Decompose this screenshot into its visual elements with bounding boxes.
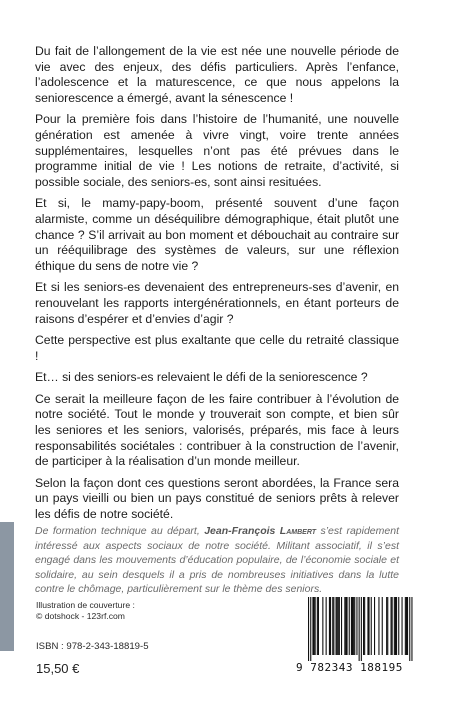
barcode-bar — [405, 597, 406, 655]
barcode-bar — [351, 597, 352, 655]
barcode-bar — [371, 597, 372, 655]
barcode-bar — [310, 597, 311, 661]
barcode-bar — [353, 597, 354, 655]
price-label: 15,50 € — [36, 661, 80, 676]
synopsis-text — [35, 44, 399, 529]
barcode-bar — [364, 597, 365, 655]
barcode-bar — [330, 597, 331, 655]
barcode-bar — [329, 597, 330, 655]
synopsis-paragraph-1: Du fait de l’allongement de la vie est née une nouvelle période de vie avec des enjeux, des défis particuliers. Après l’enfance, l’adolescence et la maturescence, ce que nous appelons la seniorescence a émergé, avant la sénescence ! — [35, 44, 399, 105]
barcode-bar — [338, 597, 339, 655]
barcode-bar — [336, 597, 337, 655]
author-name — [204, 525, 316, 537]
barcode-bar — [344, 597, 345, 655]
barcode-bar — [374, 597, 375, 655]
author-last-name: Lambert — [279, 525, 317, 537]
isbn-number: ISBN : 978-2-343-18819-5 — [36, 641, 149, 652]
barcode-bar — [367, 597, 368, 655]
barcode-bar — [337, 597, 338, 655]
barcode-bar — [354, 597, 355, 655]
barcode-bar — [332, 597, 333, 655]
decorative-side-bar — [0, 522, 14, 651]
barcode-bar — [361, 597, 362, 661]
synopsis-paragraph-8: Selon la façon dont ces questions seront abordées, la France sera un pays vieilli ou bien un pays constitué de seniors prêts à relever les défis de notre société. — [35, 475, 399, 522]
barcode-bars — [296, 595, 418, 661]
barcode-bar — [352, 597, 353, 655]
barcode-bar — [396, 597, 397, 655]
barcode-bar — [395, 597, 396, 655]
barcode-bar — [333, 597, 334, 655]
barcode — [296, 595, 418, 679]
barcode-bar — [411, 597, 412, 661]
barcode-bar — [312, 597, 313, 655]
barcode-bar — [315, 597, 316, 655]
barcode-bar — [347, 597, 348, 655]
barcode-bar — [314, 597, 315, 655]
barcode-bar — [398, 597, 399, 655]
barcode-bar — [326, 597, 327, 655]
barcode-bar — [394, 597, 395, 655]
barcode-bar — [392, 597, 393, 655]
synopsis-paragraph-6: Et… si des seniors-es relevaient le défi de la seniorescence ? — [35, 370, 368, 385]
barcode-bar — [391, 597, 392, 655]
barcode-bar — [308, 597, 309, 661]
synopsis-paragraph-4: Et si les seniors-es devenaient des entrepreneurs-ses d’avenir, en renouvelant les rapports intergénérationnels, en étant porteurs de raisons d’espérer et d’envies d’agir ? — [35, 280, 399, 326]
barcode-bar — [349, 597, 350, 655]
synopsis-paragraph-7: Ce serait la meilleure façon de les faire contribuer à l’évolution de notre société. Tout le monde y trouverait son compte, et bien sûr les seniores et les seniors, valorisés, préparés, mis face à leurs responsabilités sociétales : contribuer à la construction de l’avenir, de participer à la réalisation d’un monde meilleur. — [35, 391, 399, 469]
barcode-bar — [402, 597, 403, 655]
credits-line-2: © dotshock - 123rf.com — [36, 611, 125, 621]
barcode-bar — [369, 597, 370, 655]
synopsis-paragraph-5: Cette perspective est plus exaltante que celle du retraité classique ! — [35, 333, 399, 363]
author-first-name: Jean-François — [204, 525, 280, 537]
barcode-bar — [363, 597, 364, 655]
barcode-bar — [341, 597, 342, 655]
barcode-bar — [386, 597, 387, 655]
barcode-bar — [382, 597, 383, 655]
cover-credits — [36, 600, 236, 622]
barcode-bar — [359, 597, 360, 661]
barcode-bar — [318, 597, 319, 655]
author-bio-rest: s’est rapidement intéressé aux aspects sociaux de notre société. Militant associatif, il s’est engagé dans les mouvements d’éducation populaire, de l’économie sociale et solidaire, au sein desquels il a pris de nombreuses initiatives dans la lutte contre le chômage, particulièrement sur le thème des seniors. — [35, 525, 399, 596]
barcode-bar — [356, 597, 357, 655]
barcode-bar — [317, 597, 318, 655]
barcode-bar — [387, 597, 388, 655]
barcode-bar — [406, 597, 407, 655]
synopsis-paragraph-3: Et si, le mamy-papy-boom, présenté souvent d’une façon alarmiste, comme un déséquilibre démographique, était plutôt une chance ? S’il arrivait au bon moment et débouchait au contraire sur un rééquilibrage des systèmes de valeurs, sur une réflexion éthique du sens de notre vie ? — [35, 196, 399, 273]
barcode-bar — [409, 597, 410, 661]
barcode-digits: 9 782343 188195 — [296, 661, 403, 674]
barcode-bar — [322, 597, 323, 655]
barcode-bar — [345, 597, 346, 655]
synopsis-paragraph-2: Pour la première fois dans l’histoire de l’humanité, une nouvelle génération est amenée à vivre vingt, voire trente années supplémentaires, lesquelles n’ont pas été prévues dans le programme initial de vie ! Les notions de retraite, d’activité, si possible sociale, des seniors-es, sont ainsi resituées. — [35, 112, 399, 189]
author-bio — [35, 524, 399, 597]
barcode-bar — [407, 597, 408, 655]
credits-line-1: Illustration de couverture : — [36, 600, 135, 610]
barcode-bar — [378, 597, 379, 655]
author-bio-prefix: De formation technique au départ, — [35, 525, 205, 537]
barcode-bar — [339, 597, 340, 655]
